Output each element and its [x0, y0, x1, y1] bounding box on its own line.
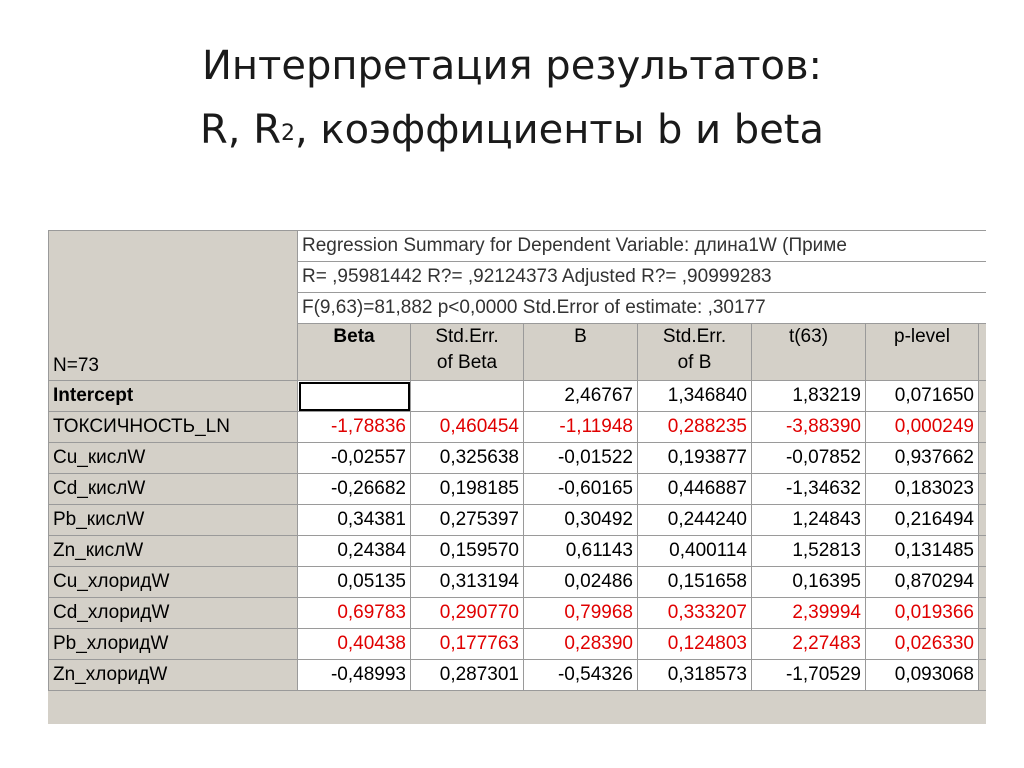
summary-line-1: Regression Summary for Dependent Variable: длина1W (Приме: [298, 231, 987, 262]
table-cell[interactable]: 0,026330: [866, 629, 979, 660]
column-header[interactable]: [524, 324, 638, 381]
table-cell[interactable]: 0,30492: [524, 505, 638, 536]
table-cell[interactable]: 0,333207: [638, 598, 752, 629]
table-row: [49, 567, 987, 598]
table-cell[interactable]: 0,151658: [638, 567, 752, 598]
column-header-overflow: [979, 324, 987, 381]
summary-line-2: R= ,95981442 R?= ,92124373 Adjusted R?= ,90999283: [298, 262, 987, 293]
column-header[interactable]: [638, 324, 752, 381]
table-cell[interactable]: 0,071650: [866, 381, 979, 412]
column-header[interactable]: [752, 324, 866, 381]
table-cell[interactable]: 0,198185: [411, 474, 524, 505]
row-header[interactable]: Cd_хлоридW: [49, 598, 298, 629]
title-line-2-post: , коэффициенты b и beta: [295, 107, 825, 153]
table-cell[interactable]: 0,24384: [298, 536, 411, 567]
row-overflow: [979, 505, 987, 536]
column-header[interactable]: [298, 324, 411, 381]
table-cell[interactable]: 0,131485: [866, 536, 979, 567]
table-cell[interactable]: -0,02557: [298, 443, 411, 474]
table-cell[interactable]: -3,88390: [752, 412, 866, 443]
column-header[interactable]: [866, 324, 979, 381]
summary-line-3: F(9,63)=81,882 p<0,0000 Std.Error of estimate: ,30177: [298, 293, 987, 324]
column-header-line1: Std.Err.: [435, 326, 499, 347]
table-cell[interactable]: -1,70529: [752, 660, 866, 691]
table-cell[interactable]: 0,79968: [524, 598, 638, 629]
table-cell[interactable]: 1,24843: [752, 505, 866, 536]
table-cell[interactable]: -1,34632: [752, 474, 866, 505]
table-row: [49, 443, 987, 474]
slide-title: [0, 34, 1024, 162]
row-header[interactable]: Cu_кислW: [49, 443, 298, 474]
row-header[interactable]: Zn_кислW: [49, 536, 298, 567]
table-cell[interactable]: 0,287301: [411, 660, 524, 691]
title-line-2: [0, 98, 1024, 162]
column-header-line2: of Beta: [436, 352, 498, 373]
table-row: [49, 474, 987, 505]
table-cell[interactable]: 0,16395: [752, 567, 866, 598]
title-line-1: Интерпретация результатов:: [201, 43, 823, 89]
table-cell[interactable]: 1,52813: [752, 536, 866, 567]
row-overflow: [979, 381, 987, 412]
table-cell[interactable]: 0,400114: [638, 536, 752, 567]
table-cell[interactable]: 0,28390: [524, 629, 638, 660]
row-header[interactable]: Pb_хлоридW: [49, 629, 298, 660]
table-row: [49, 660, 987, 691]
table-cell[interactable]: 0,244240: [638, 505, 752, 536]
row-header[interactable]: ТОКСИЧНОСТЬ_LN: [49, 412, 298, 443]
table-row: [49, 629, 987, 660]
table-cell[interactable]: -0,54326: [524, 660, 638, 691]
table-cell[interactable]: 0,000249: [866, 412, 979, 443]
table-cell[interactable]: 1,83219: [752, 381, 866, 412]
table-cell[interactable]: 0,275397: [411, 505, 524, 536]
table-cell[interactable]: 2,46767: [524, 381, 638, 412]
table-cell[interactable]: -0,07852: [752, 443, 866, 474]
table-row: [49, 536, 987, 567]
row-overflow: [979, 598, 987, 629]
row-header[interactable]: Cu_хлоридW: [49, 567, 298, 598]
row-header[interactable]: Cd_кислW: [49, 474, 298, 505]
table-cell[interactable]: 0,05135: [298, 567, 411, 598]
row-overflow: [979, 536, 987, 567]
table-cell[interactable]: -0,26682: [298, 474, 411, 505]
table-cell[interactable]: 0,40438: [298, 629, 411, 660]
table-cell[interactable]: 0,216494: [866, 505, 979, 536]
n-label: N=73: [49, 231, 298, 381]
table-cell[interactable]: 2,27483: [752, 629, 866, 660]
table-cell[interactable]: 0,288235: [638, 412, 752, 443]
table-cell[interactable]: 0,870294: [866, 567, 979, 598]
title-line-2-pre: R, R: [199, 107, 281, 153]
column-header-line1: Beta: [333, 326, 375, 347]
title-superscript: 2: [281, 121, 295, 146]
table-cell[interactable]: 0,61143: [524, 536, 638, 567]
table-cell[interactable]: 1,346840: [638, 381, 752, 412]
table-cell[interactable]: 0,183023: [866, 474, 979, 505]
table-cell[interactable]: 0,325638: [411, 443, 524, 474]
table-cell[interactable]: 0,460454: [411, 412, 524, 443]
table-cell[interactable]: 0,177763: [411, 629, 524, 660]
column-header-line1: t(63): [788, 326, 829, 347]
table-cell[interactable]: 0,019366: [866, 598, 979, 629]
row-overflow: [979, 567, 987, 598]
table-cell[interactable]: 0,193877: [638, 443, 752, 474]
table-cell[interactable]: 0,313194: [411, 567, 524, 598]
table-cell[interactable]: -1,78836: [298, 412, 411, 443]
table-cell[interactable]: 0,02486: [524, 567, 638, 598]
table-cell[interactable]: 0,159570: [411, 536, 524, 567]
regression-table: [48, 230, 986, 691]
column-header-line2: of B: [677, 352, 712, 373]
row-overflow: [979, 412, 987, 443]
regression-spreadsheet: [48, 230, 986, 724]
table-cell[interactable]: -0,48993: [298, 660, 411, 691]
row-header[interactable]: Pb_кислW: [49, 505, 298, 536]
table-cell[interactable]: 0,937662: [866, 443, 979, 474]
table-cell[interactable]: [411, 381, 524, 412]
table-cell[interactable]: 2,39994: [752, 598, 866, 629]
table-cell[interactable]: [298, 381, 411, 412]
table-row: [49, 598, 987, 629]
table-row: [49, 505, 987, 536]
column-header[interactable]: [411, 324, 524, 381]
table-cell[interactable]: 0,34381: [298, 505, 411, 536]
row-header[interactable]: Zn_хлоридW: [49, 660, 298, 691]
table-cell[interactable]: -0,60165: [524, 474, 638, 505]
column-header-line1: Std.Err.: [662, 326, 727, 347]
row-overflow: [979, 443, 987, 474]
table-cell[interactable]: 0,69783: [298, 598, 411, 629]
table-cell[interactable]: -1,11948: [524, 412, 638, 443]
row-overflow: [979, 474, 987, 505]
table-cell[interactable]: 0,124803: [638, 629, 752, 660]
row-overflow: [979, 629, 987, 660]
table-row: [49, 412, 987, 443]
column-header-line1: p-level: [894, 326, 950, 347]
table-cell[interactable]: 0,290770: [411, 598, 524, 629]
table-cell[interactable]: 0,318573: [638, 660, 752, 691]
column-header-line1: B: [574, 326, 587, 347]
table-cell[interactable]: -0,01522: [524, 443, 638, 474]
row-header[interactable]: Intercept: [49, 381, 298, 412]
table-row: [49, 381, 987, 412]
table-cell[interactable]: 0,093068: [866, 660, 979, 691]
row-overflow: [979, 660, 987, 691]
table-cell[interactable]: 0,446887: [638, 474, 752, 505]
